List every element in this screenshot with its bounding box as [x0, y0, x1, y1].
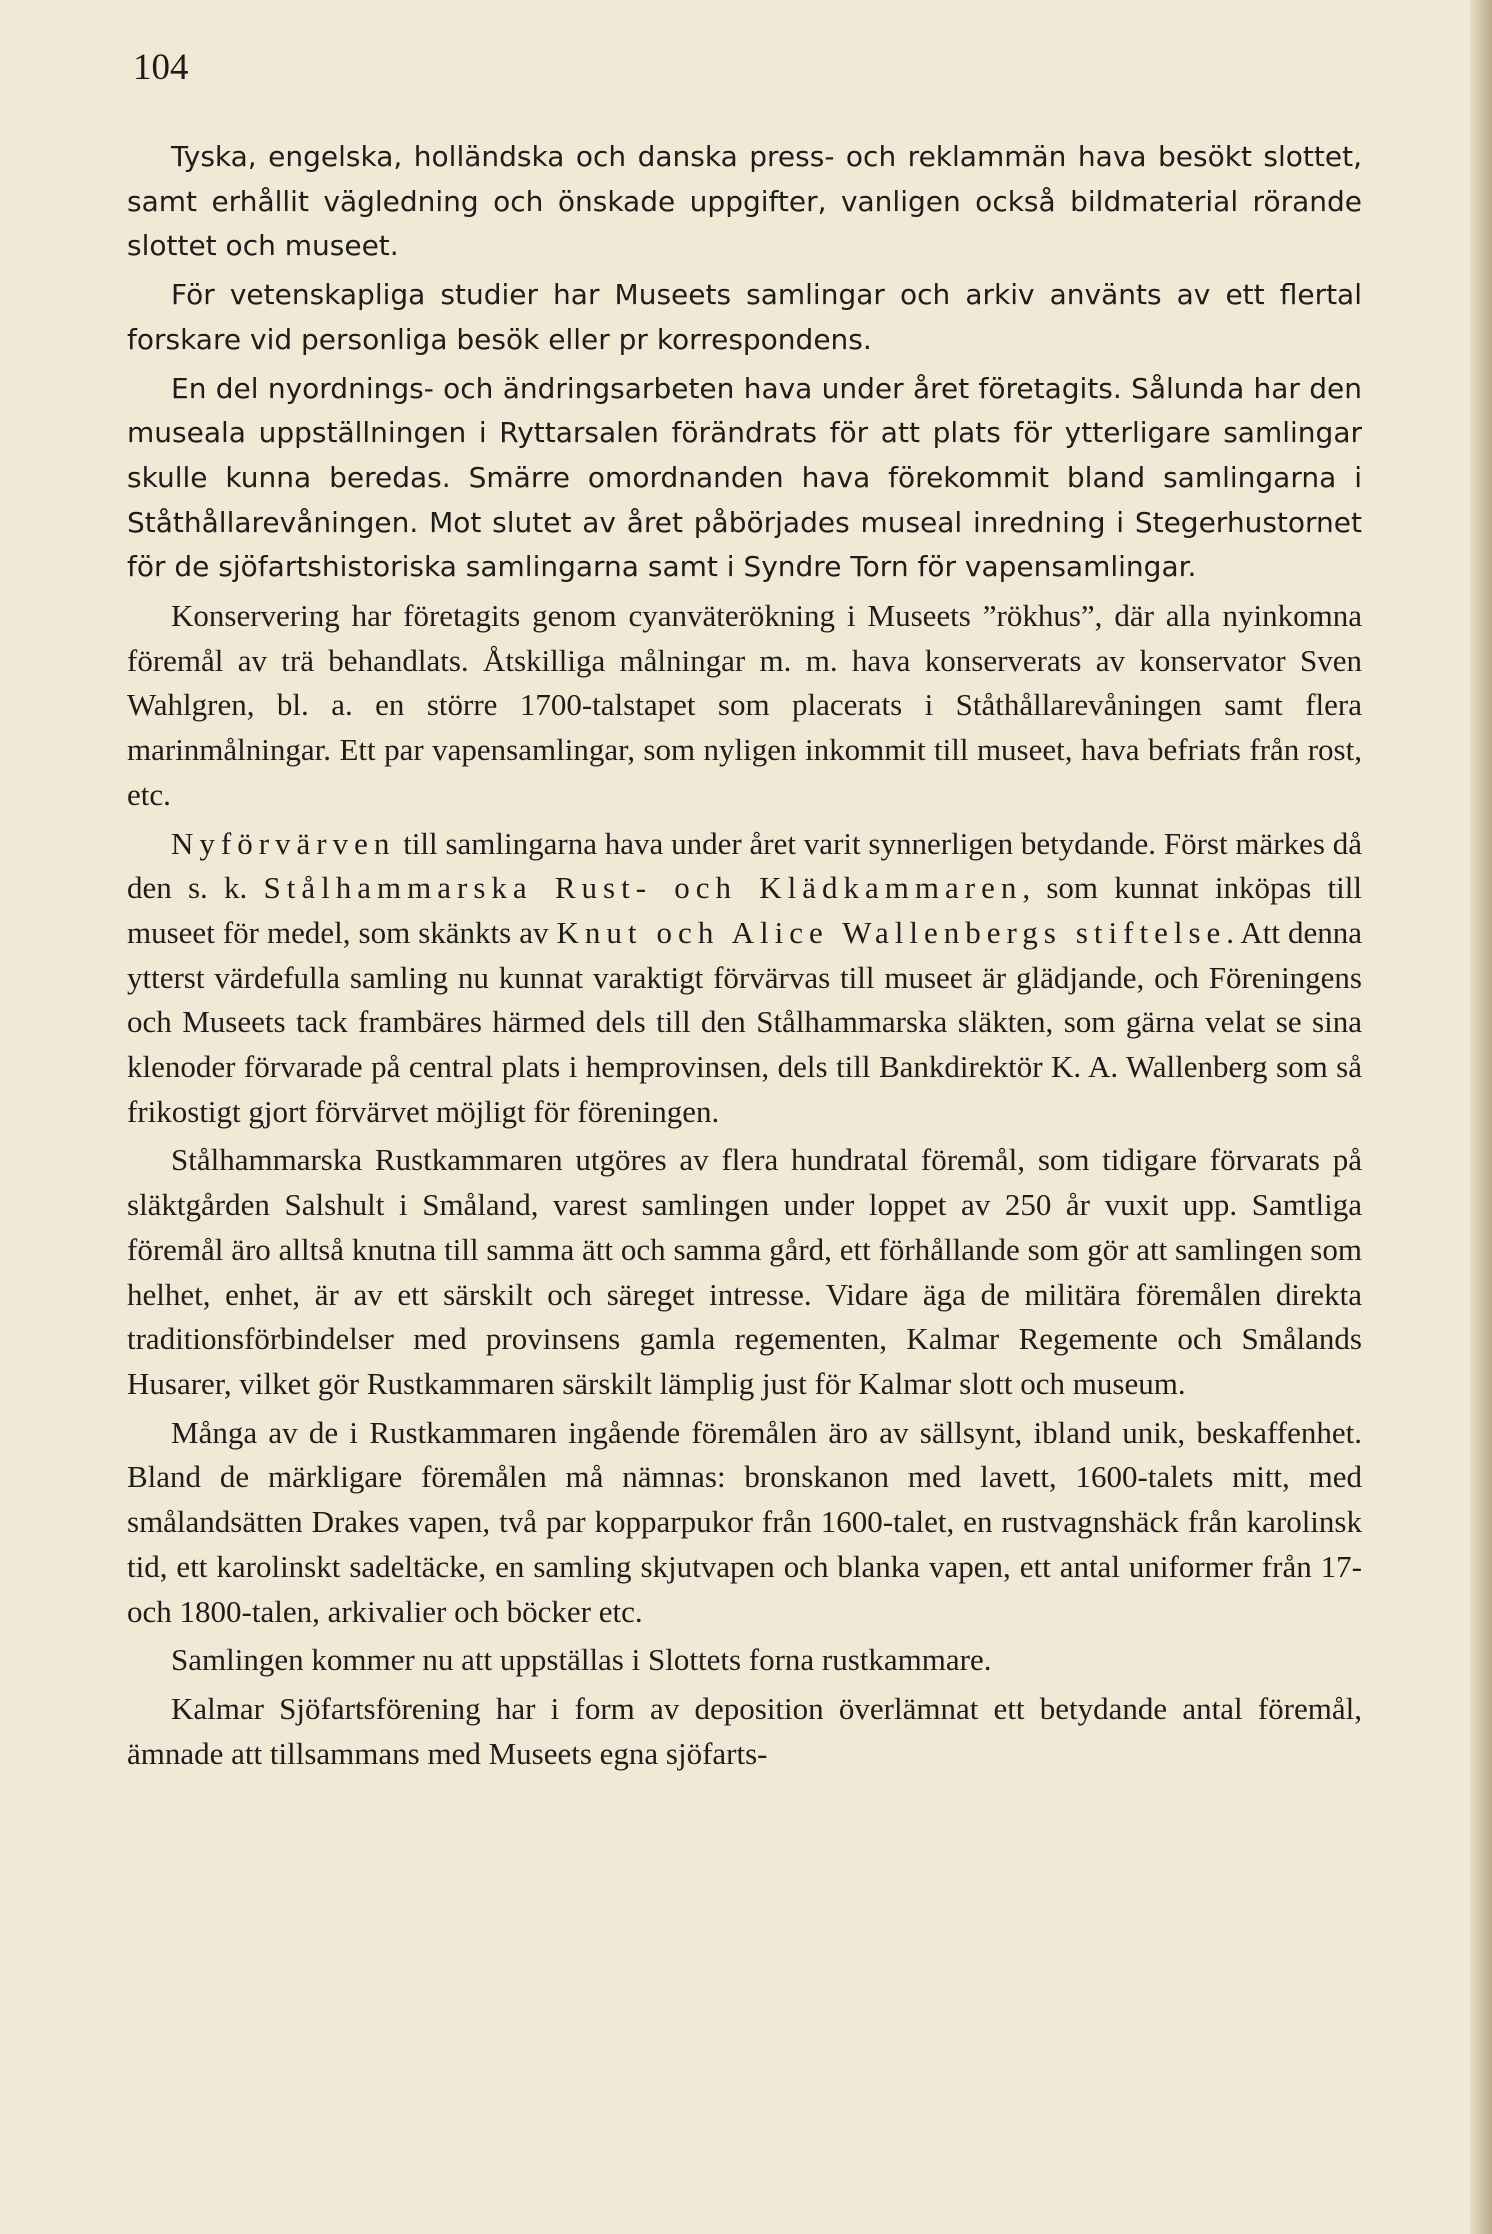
page-number: 104 [133, 47, 189, 88]
acquisitions-text-1: till samlingarna hava under året varit synnerligen betydande. Först märkes då den s. k. [127, 825, 1362, 906]
acquisitions-text-2: , som kunnat inköpas till museet för medel, som skänkts av [127, 870, 1362, 950]
spaced-term-stiftelse: Knut och Alice Wallenbergs stiftelse [556, 914, 1227, 950]
page-edge-shadow [1470, 0, 1492, 2234]
paragraph-conservation: Konservering har företagits genom cyanväterökning i Museets ”rökhus”, där alla nyinkomna föremål av trä behandlats. Åtskilliga målningar m. m. hava konserverats av konservator Sven Wahlgren, bl. a. en större 1700-talstapet som placerats i Ståthållarevåningen samt flera marinmålningar. Ett par vapensamlingar, som nyligen inkommit till museet, hava befriats från rost, etc. [127, 598, 1362, 812]
paragraph-installation: Samlingen kommer nu att uppställas i Slottets forna rustkammare. [171, 1642, 992, 1678]
paragraph-research: För vetenskapliga studier har Museets samlingar och arkiv använts av ett flertal forskare vid personliga besök eller pr korrespondens. [127, 278, 1362, 356]
acquisitions-text-3: . Att denna ytterst värdefulla samling nu kunnat varaktigt förvärvas till museet är glädjande, och Föreningens och Museets tack frambäres härmed dels till den Stålhammarska släkten, som gärna velat se sina klenoder förvarade på central plats i hemprovinsen, dels till Bankdirektör K. A. Wallenberg som så frikostigt gjort förvärvet möjligt för föreningen. [127, 914, 1362, 1129]
paragraph-press-visits: Tyska, engelska, holländska och danska press- och reklammän hava besökt slottet, samt erhållit vägledning och önskade uppgifter, vanligen också bildmaterial rörande slottet och museet. [127, 140, 1362, 263]
paragraph-sjofartsforening: Kalmar Sjöfartsförening har i form av deposition överlämnat ett betydande antal föremål, ämnade att tillsammans med Museets egna sjöfarts- [127, 1690, 1362, 1771]
paragraph-rustkammaren-description: Stålhammarska Rustkammaren utgöres av flera hundratal föremål, som tidigare förvarats på släktgården Salshult i Småland, varest samlingen under loppet av 250 år vuxit upp. Samtliga föremål äro alltså knutna till samma ätt och samma gård, ett förhållande som gör att samlingen som helhet, enhet, är av ett särskilt och säreget intresse. Vidare äga de militära föremålen direkta traditionsförbindelser med provinsens gamla regementen, Kalmar Regemente och Smålands Husarer, vilket gör Rustkammaren särskilt lämplig just för Kalmar slott och museum. [127, 1142, 1362, 1401]
body-text [127, 135, 1362, 1780]
paragraph-rearrangements: En del nyordnings- och ändringsarbeten hava under året företagits. Sålunda har den museala uppställningen i Ryttarsalen förändrats för att plats för ytterligare samlingar skulle kunna beredas. Smärre omordnanden hava förekommit bland samlingarna i Ståthållarevåningen. Mot slutet av året påbörjades museal inredning i Stegerhustornet för de sjöfartshistoriska samlingarna samt i Syndre Torn för vapensamlingar. [127, 371, 1362, 584]
spaced-term-nyforvarven: Nyförvärven [171, 825, 396, 861]
paragraph-notable-objects: Många av de i Rustkammaren ingående föremålen äro av sällsynt, ibland unik, beskaffenhet. Bland de märkligare föremålen må nämnas: bronskanon med lavett, 1600-talets mitt, med smålandsätten Drakes vapen, två par kopparpukor från 1600-talet, en rustvagnshäck från karolinsk tid, ett karolinskt sadeltäcke, en samling skjutvapen och blanka vapen, ett antal uniformer från 17- och 1800-talen, arkivalier och böcker etc. [127, 1414, 1362, 1629]
paragraph-acquisitions [127, 822, 1362, 1135]
spaced-term-rustkammaren: Stålhammarska Rust- och Klädkammaren [263, 870, 1023, 906]
